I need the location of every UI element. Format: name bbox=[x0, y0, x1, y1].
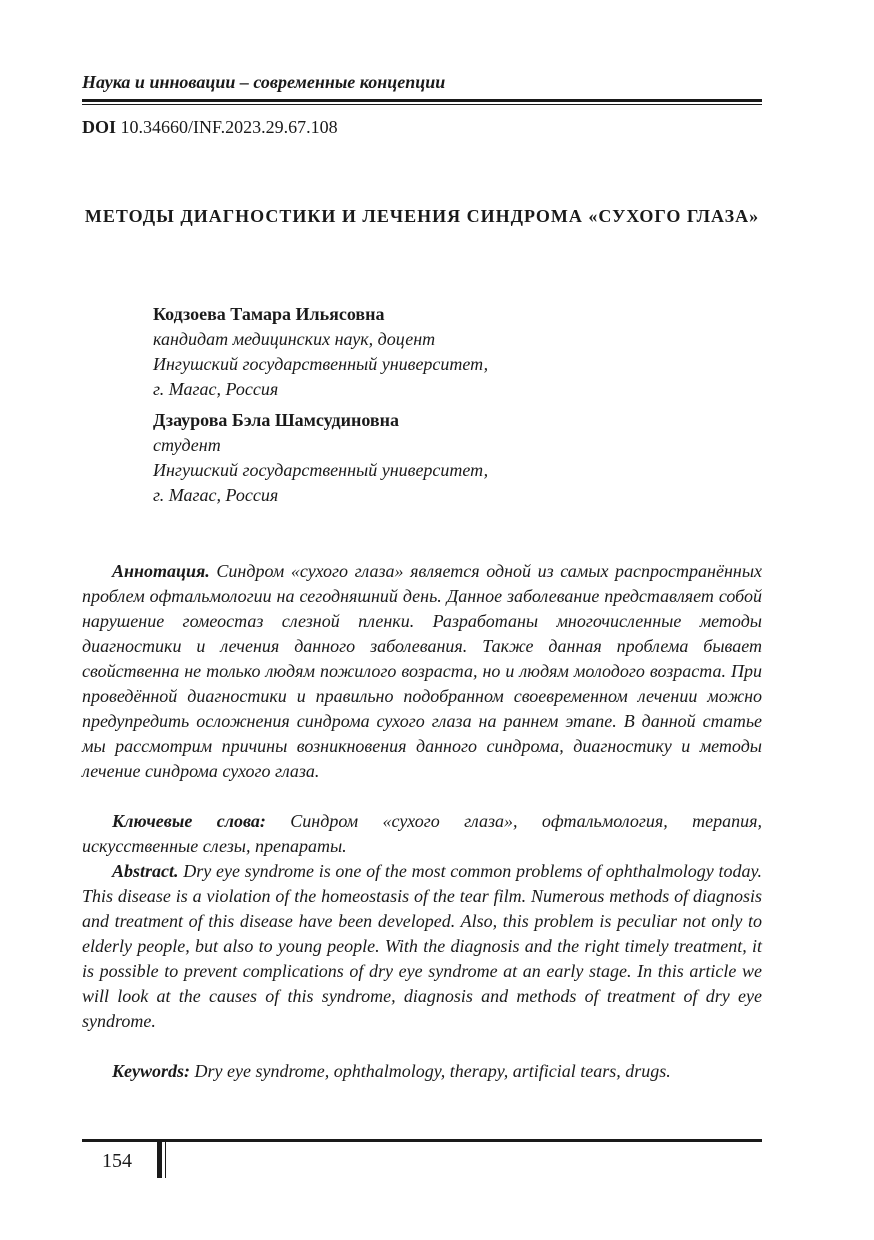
annotation-paragraph bbox=[82, 559, 762, 784]
author-location: г. Магас, Россия bbox=[153, 485, 279, 505]
keywords-en-paragraph bbox=[82, 1059, 762, 1084]
keywords-en-text: Dry eye syndrome, ophthalmology, therapy, artificial tears, drugs. bbox=[194, 1061, 671, 1081]
keywords-ru-label: Ключевые слова: bbox=[112, 811, 266, 831]
header-rule-thick bbox=[82, 99, 762, 102]
abstract-text: Dry eye syndrome is one of the most common problems of ophthalmology today. This disease is a violation of the homeostasis of the tear film. Numerous methods of diagnosis and treatment of this disease have been developed. Also, this problem is peculiar not only to elderly people, but also to young people. With the diagnosis and the right timely treatment, it is possible to prevent complications of dry eye syndrome at an early stage. In this article we will look at the causes of this syndrome, diagnosis and methods of treatment of dry eye syndrome. bbox=[82, 861, 762, 1031]
keywords-ru-text: Синдром «сухого глаза», офтальмология, терапия, искусственные слезы, препараты. bbox=[82, 811, 762, 856]
header-rule-thin bbox=[82, 104, 762, 105]
author-position: кандидат медицинских наук, доцент bbox=[153, 329, 436, 349]
footer-rule bbox=[82, 1139, 762, 1142]
author-block bbox=[153, 408, 753, 508]
author-name: Дзаурова Бэла Шамсудиновна bbox=[153, 410, 400, 430]
annotation-label: Аннотация. bbox=[112, 561, 210, 581]
annotation-text: Синдром «сухого глаза» является одной из самых распространённых проблем офтальмологии на сегодняшний день. Данное заболевание представляет собой нарушение гомеостаз слезной пленки. Разработаны многочисленные методы диагностики и лечения данного заболевания. Также данная проблема бывает свойственна не только людям пожилого возраста, но и людям молодого возраста. При проведённой диагностики и правильно подобранном своевременном лечении можно предупредить осложнения синдрома сухого глаза на раннем этапе. В данной статье мы рассмотрим причины возникновения данного синдрома, диагностику и методы лечение синдрома сухого глаза. bbox=[82, 561, 762, 781]
author-location: г. Магас, Россия bbox=[153, 379, 279, 399]
author-affiliation: Ингушский государственный университет, bbox=[153, 354, 489, 374]
keywords-ru-paragraph bbox=[82, 809, 762, 859]
abstract-paragraph bbox=[82, 859, 762, 1034]
author-block bbox=[153, 302, 753, 402]
abstract-label: Abstract. bbox=[112, 861, 179, 881]
page-number: 154 bbox=[102, 1150, 132, 1172]
doi-value[interactable]: 10.34660/INF.2023.29.67.108 bbox=[120, 117, 338, 137]
doi-line bbox=[82, 115, 338, 139]
footer-bar-thin bbox=[165, 1142, 166, 1178]
author-position: студент bbox=[153, 435, 221, 455]
keywords-en-label: Keywords: bbox=[112, 1061, 190, 1081]
running-title: Наука и инновации – современные концепции bbox=[82, 72, 446, 92]
author-name: Кодзоева Тамара Ильясовна bbox=[153, 304, 385, 324]
doi-label: DOI bbox=[82, 117, 117, 137]
article-title: МЕТОДЫ ДИАГНОСТИКИ И ЛЕЧЕНИЯ СИНДРОМА «СУХОГО ГЛАЗА» bbox=[84, 206, 760, 226]
footer-bar bbox=[157, 1142, 162, 1178]
author-affiliation: Ингушский государственный университет, bbox=[153, 460, 489, 480]
